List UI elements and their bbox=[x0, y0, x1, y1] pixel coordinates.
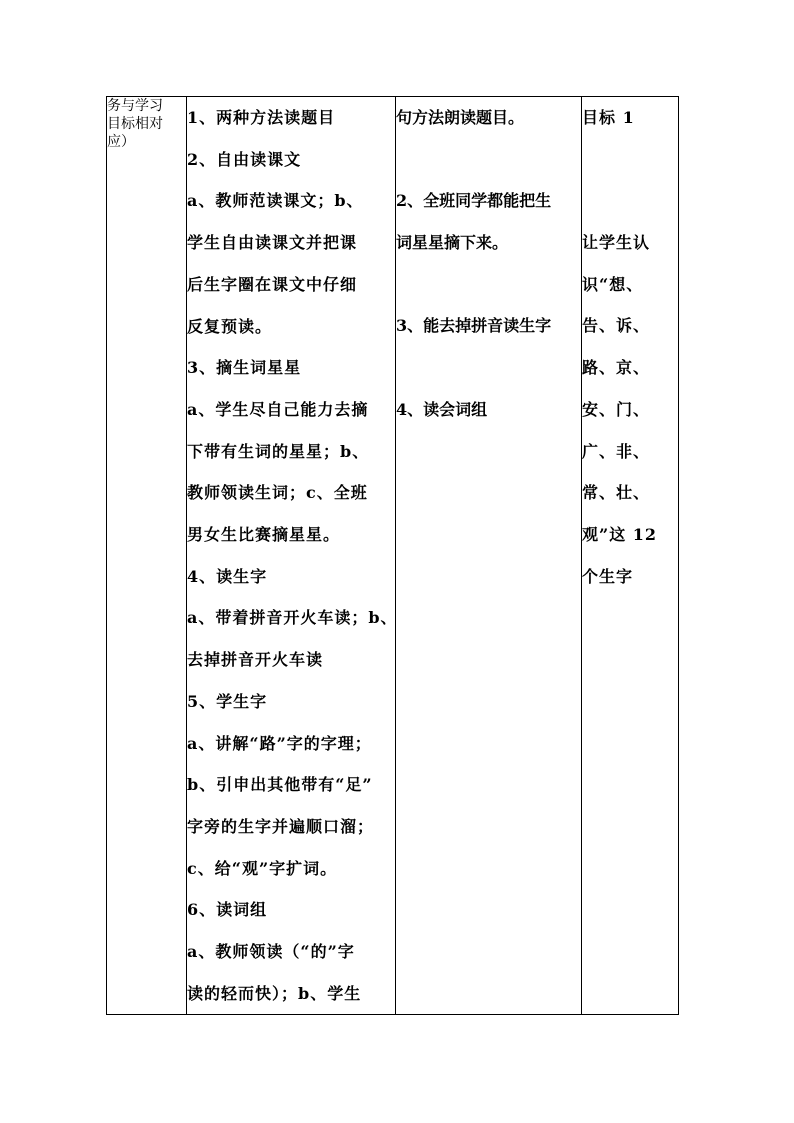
activity-line: b、引申出其他带有“足” bbox=[187, 775, 373, 795]
goal-line: 个生字 bbox=[582, 566, 634, 586]
activity-line: a、教师领读（“的”字 bbox=[187, 942, 355, 962]
goal-line: 常、壮、 bbox=[582, 483, 651, 503]
activity-line: 字旁的生字并遍顺口溜； bbox=[187, 816, 375, 836]
outcome-line: 4、读会词组 bbox=[396, 399, 488, 419]
activity-line: 后生字圈在课文中仔细 bbox=[187, 274, 358, 294]
activity-line: 去掉拼音开火车读 bbox=[187, 650, 324, 670]
table-row bbox=[107, 97, 679, 1015]
activity-line: 下带有生词的星星；b、 bbox=[187, 441, 370, 461]
activity-line: 5、学生字 bbox=[187, 691, 268, 711]
cell-text-line: 应） bbox=[107, 134, 135, 150]
expected-outcomes-cell bbox=[396, 97, 582, 1015]
activity-line: a、讲解“路”字的字理； bbox=[187, 733, 372, 753]
goal-line: 路、京、 bbox=[582, 358, 651, 378]
lesson-plan-table bbox=[106, 96, 679, 1015]
goal-line: 让学生认 bbox=[582, 233, 651, 253]
cell-text-line: 务与学习 bbox=[107, 98, 163, 114]
activity-line: 读的轻而快）；b、学生 bbox=[187, 983, 362, 1003]
activity-line: 教师领读生词；c、全班 bbox=[187, 483, 368, 503]
goal-line: 安、门、 bbox=[582, 399, 651, 419]
outcome-line: 句方法朗读题目。 bbox=[396, 108, 525, 127]
outcome-line: 2、全班同学都能把生 bbox=[396, 191, 552, 211]
goal-line: 告、诉、 bbox=[582, 316, 651, 336]
goal-label: 目标 1 bbox=[582, 108, 635, 127]
goal-line: 观”这 12 bbox=[582, 525, 658, 544]
activity-line: 男女生比赛摘星星。 bbox=[187, 525, 341, 545]
activity-line: 反复预读。 bbox=[187, 316, 273, 336]
outcome-line: 3、能去掉拼音读生字 bbox=[396, 316, 552, 336]
activity-line: 4、读生字 bbox=[187, 566, 268, 586]
cell-text-line: 目标相对 bbox=[107, 116, 163, 132]
task-alignment-cell bbox=[107, 97, 187, 1015]
activity-line: 学生自由读课文并把课 bbox=[187, 233, 358, 253]
activity-line: 6、读词组 bbox=[187, 900, 268, 920]
teaching-activities-cell bbox=[187, 97, 396, 1015]
goal-line: 识“想、 bbox=[582, 274, 644, 294]
activity-line: a、教师范读课文；b、 bbox=[187, 191, 364, 211]
activity-line: a、带着拼音开火车读；b、 bbox=[187, 608, 398, 628]
activity-line: a、学生尽自己能力去摘 bbox=[187, 399, 369, 419]
activity-line: 2、自由读课文 bbox=[187, 149, 302, 169]
activity-line: c、给“观”字扩词。 bbox=[187, 858, 338, 878]
activity-line: 3、摘生词星星 bbox=[187, 358, 302, 378]
outcome-line: 词星星摘下来。 bbox=[396, 233, 509, 253]
learning-goal-cell bbox=[582, 97, 679, 1015]
goal-line: 广、非、 bbox=[582, 441, 651, 461]
activity-line: 1、两种方法读题目 bbox=[187, 108, 336, 127]
